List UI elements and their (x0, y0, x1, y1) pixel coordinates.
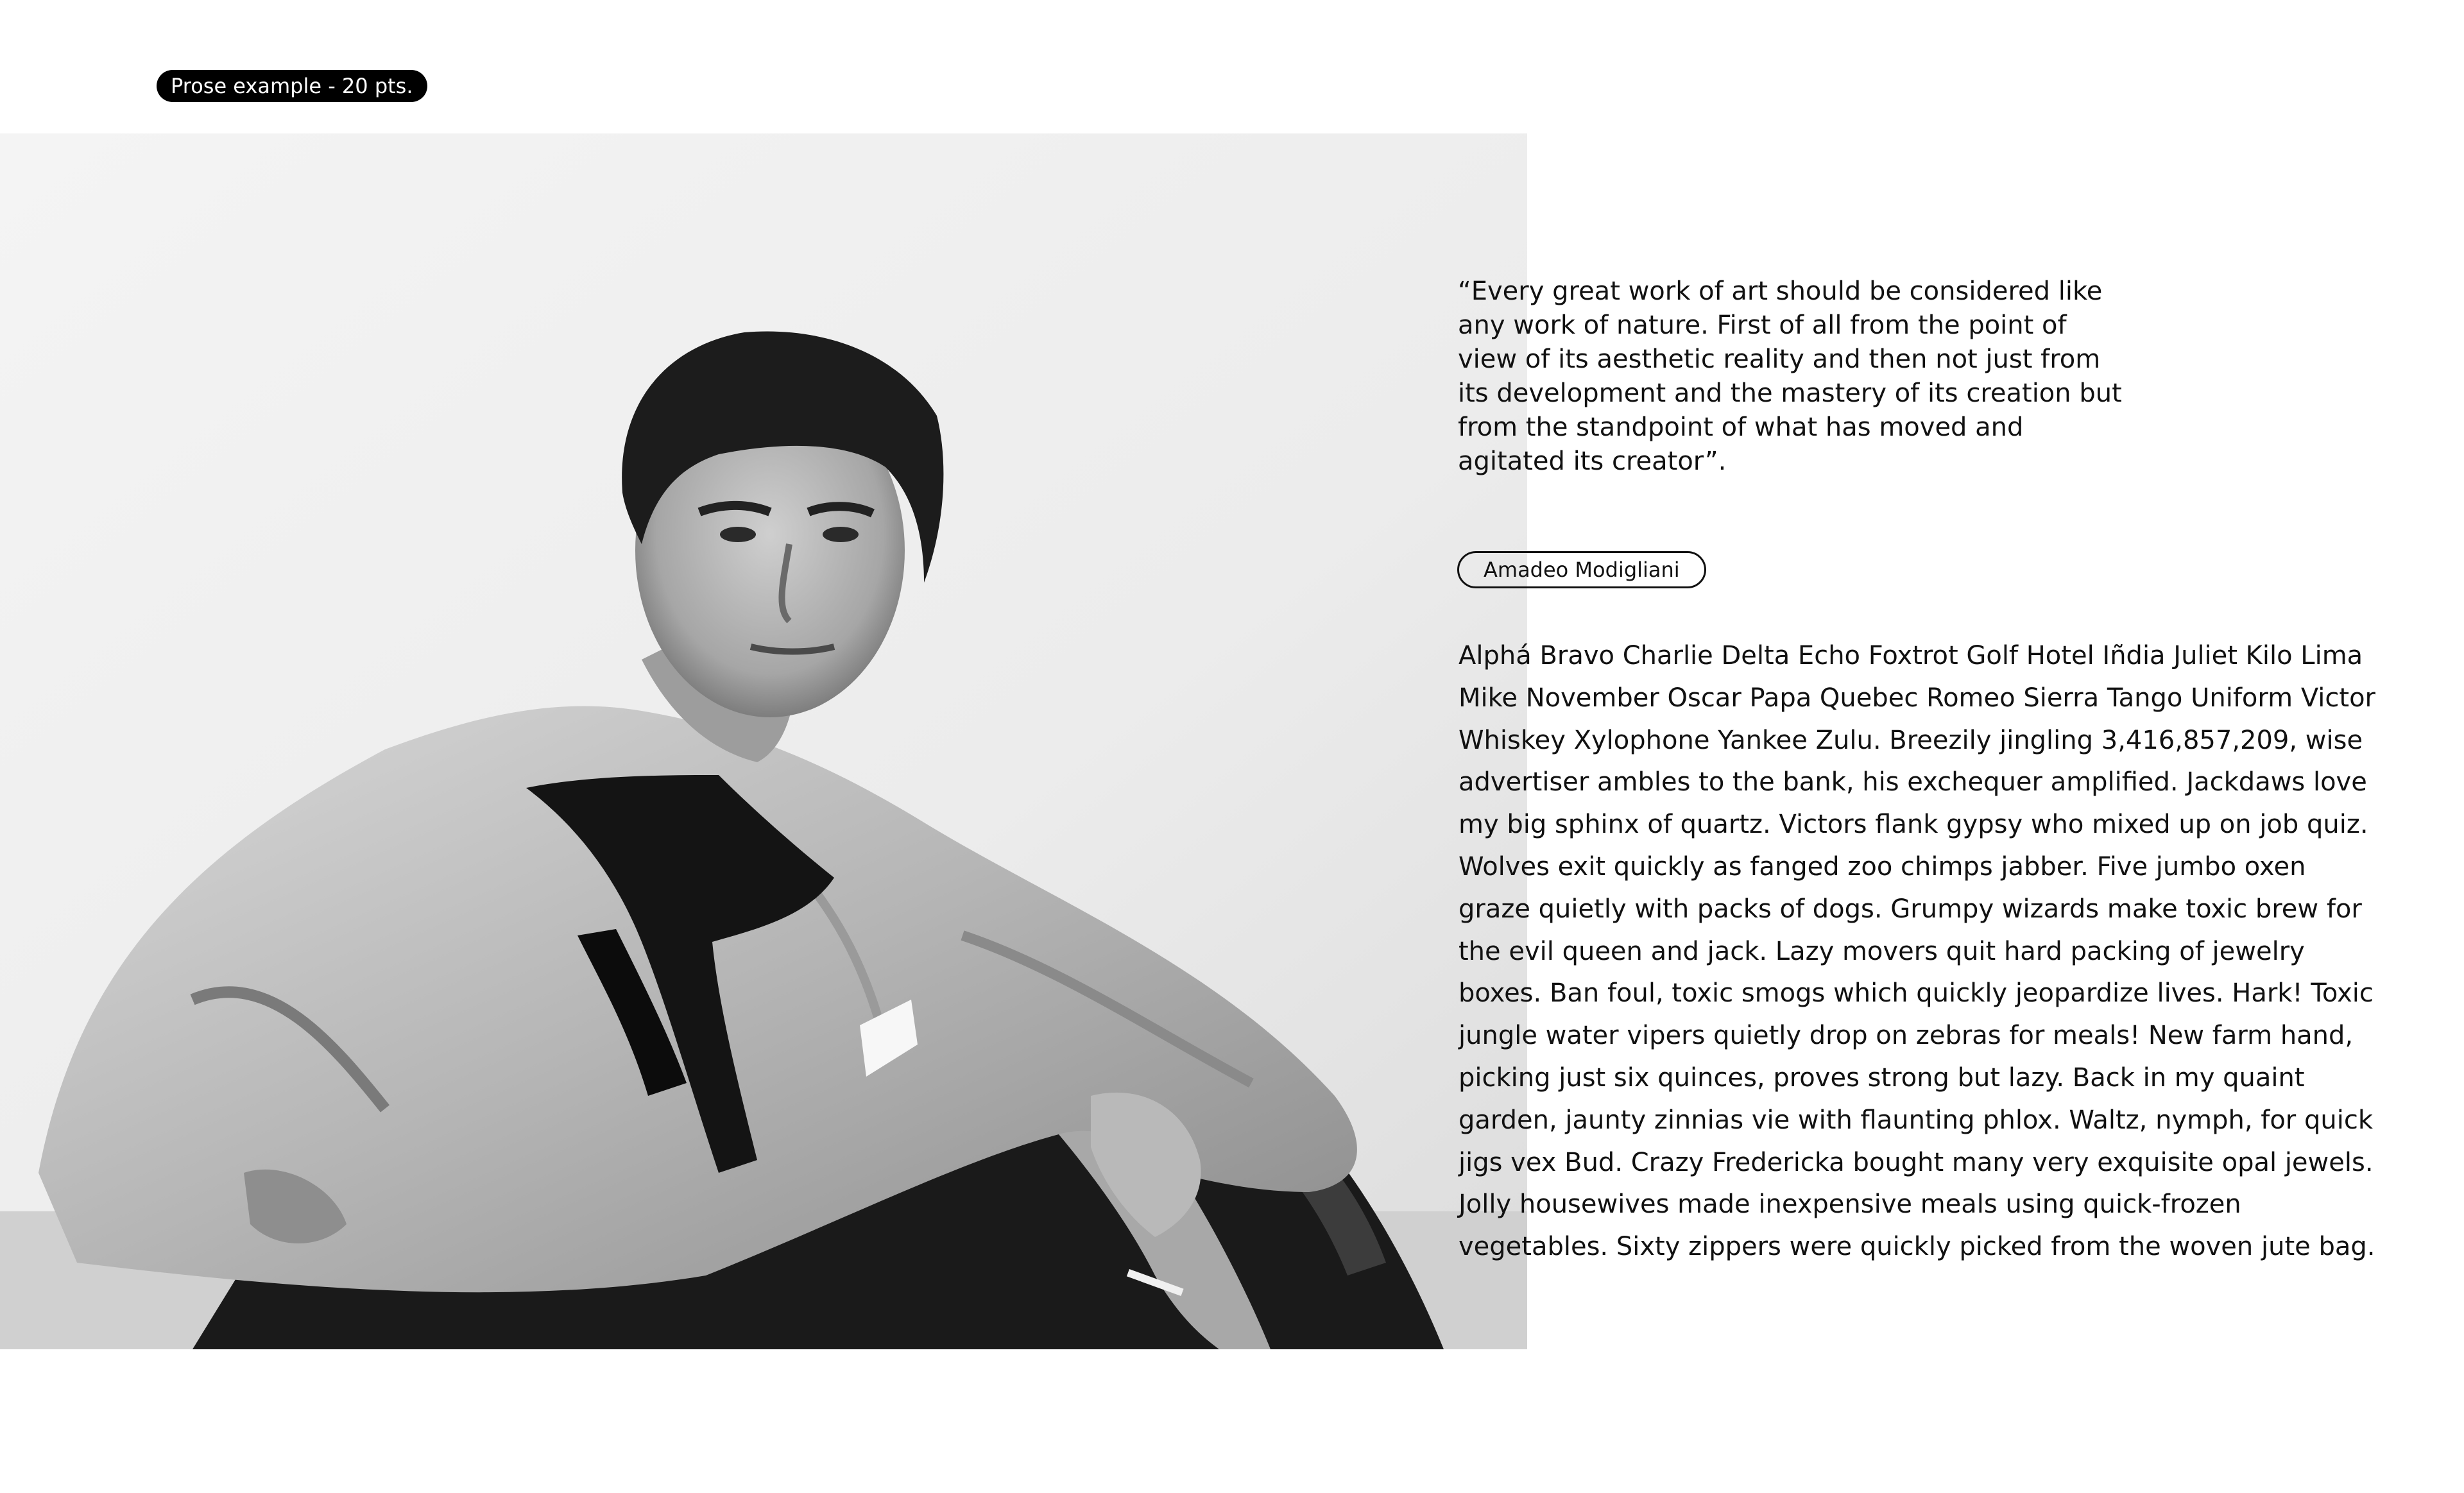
quote-text: “Every great work of art should be considered like any work of nature. First of all from the point of view of its aesthetic reality and then not just from its development and the mastery of its creation but from the standpoint of what has moved and agitated its creator”. (1458, 277, 2122, 476)
prose-text: Alphá Bravo Charlie Delta Echo Foxtrot Golf Hotel Iñdia Juliet Kilo Lima Mike November Oscar Papa Quebec Romeo Sierra Tango Uniform Victor Whiskey Xylophone Yankee Zulu. Breezily jingling 3,416,857,209, wise advertiser ambles to the bank, his exchequer amplified. Jackdaws love my big sphinx of quartz. Victors flank gypsy who mixed up on job quiz. Wolves exit quickly as fanged zoo chimps jabber. Five jumbo oxen graze quietly with packs of dogs. Grumpy wizards make toxic brew for the evil queen and jack. Lazy movers quit hard packing of jewelry boxes. Ban foul, toxic smogs which quickly jeopardize lives. Hark! Toxic jungle water vipers quietly drop on zebras for meals! New farm hand, picking just six quinces, proves strong but lazy. Back in my quaint garden, jaunty zinnias vie with flaunting phlox. Waltz, nymph, for quick jigs vex Bud. Crazy Fredericka bought many very exquisite opal jewels. Jolly housewives made inexpensive meals using quick-frozen vegetables. Sixty zippers were quickly picked from the woven jute bag. (1459, 641, 2376, 1262)
portrait-photo (0, 133, 1527, 1349)
author-badge: Amadeo Modigliani (1457, 551, 1706, 588)
size-label-badge: Prose example - 20 pts. (157, 70, 427, 102)
